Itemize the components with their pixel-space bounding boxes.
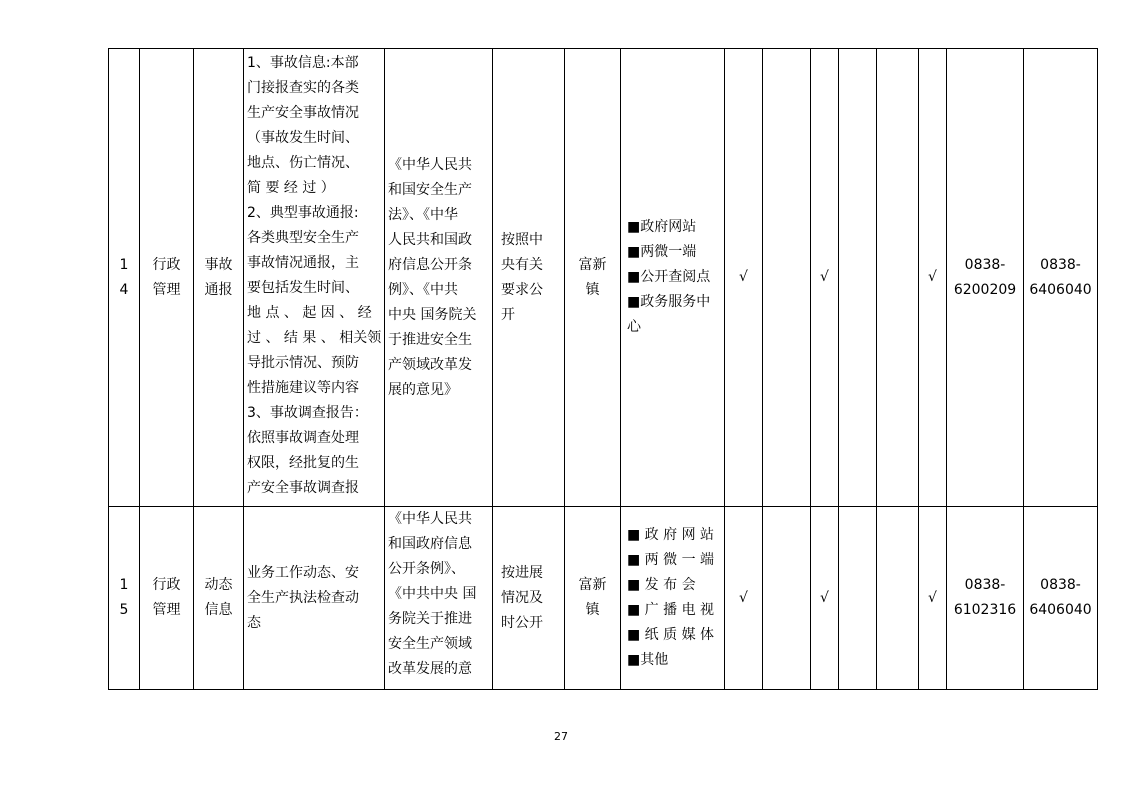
check-mark: √: [725, 507, 763, 690]
empty-mark: [763, 507, 811, 690]
empty-mark: [763, 49, 811, 507]
supervision-phone-cell: 0838- 6406040: [1024, 49, 1098, 507]
channels-cell: ■ 政 府 网 站 ■ 两 微 一 端 ■ 发 布 会 ■ 广 播 电 视 ■ 纸 质 媒 体 ■其他: [621, 507, 725, 690]
timing-cell: 按照中 央有关 要求公 开: [493, 49, 565, 507]
basis-cell: 《中华人民共 和国政府信息 公开条例》、 《中共中央 国 务院关于推进 安全生产领域 改革发展的意: [385, 507, 493, 690]
subject-cell: 富新 镇: [565, 49, 621, 507]
phone-cell: 0838- 6200209: [947, 49, 1024, 507]
empty-mark: [839, 49, 877, 507]
content-cell: 业务工作动态、安 全生产执法检查动 态: [244, 507, 385, 690]
check-mark: √: [919, 507, 947, 690]
content-cell: 1、事故信息:本部 门接报查实的各类 生产安全事故情况 （事故发生时间、 地点、伤亡情况、 简 要 经 过 ） 2、典型事故通报: 各类典型安全生产 事故情况通报，主 要包括发生时间、 地 点 、 起 因 、 经 过 、 结 果 、 相关领 导批示情况、预防 性措施建议等内容 3、事故调查报告： 依照事故调查处理 权限，经批复的生 产安全事故调查报: [244, 49, 385, 507]
check-mark: √: [725, 49, 763, 507]
category-cell: 行政 管理: [140, 49, 194, 507]
basis-cell: 《中华人民共 和国安全生产 法》、《中华 人民共和国政 府信息公开条 例》、《中共 中央 国务院关 于推进安全生 产领域改革发 展的意见》: [385, 49, 493, 507]
timing-cell: 按进展 情况及 时公开: [493, 507, 565, 690]
item-type-cell: 动态 信息: [194, 507, 244, 690]
check-mark: √: [919, 49, 947, 507]
empty-mark: [877, 507, 919, 690]
supervision-phone-cell: 0838- 6406040: [1024, 507, 1098, 690]
table-row: [109, 49, 1098, 507]
row-number: 1 4: [109, 49, 140, 507]
check-mark: √: [811, 507, 839, 690]
category-cell: 行政 管理: [140, 507, 194, 690]
table-row: [109, 507, 1098, 690]
row-number: 1 5: [109, 507, 140, 690]
empty-mark: [877, 49, 919, 507]
item-type-cell: 事故 通报: [194, 49, 244, 507]
page-number: 27: [554, 730, 568, 743]
phone-cell: 0838- 6102316: [947, 507, 1024, 690]
empty-mark: [839, 507, 877, 690]
disclosure-table: [108, 48, 1098, 690]
channels-cell: ■政府网站 ■两微一端 ■公开查阅点 ■政务服务中 心: [621, 49, 725, 507]
check-mark: √: [811, 49, 839, 507]
subject-cell: 富新 镇: [565, 507, 621, 690]
